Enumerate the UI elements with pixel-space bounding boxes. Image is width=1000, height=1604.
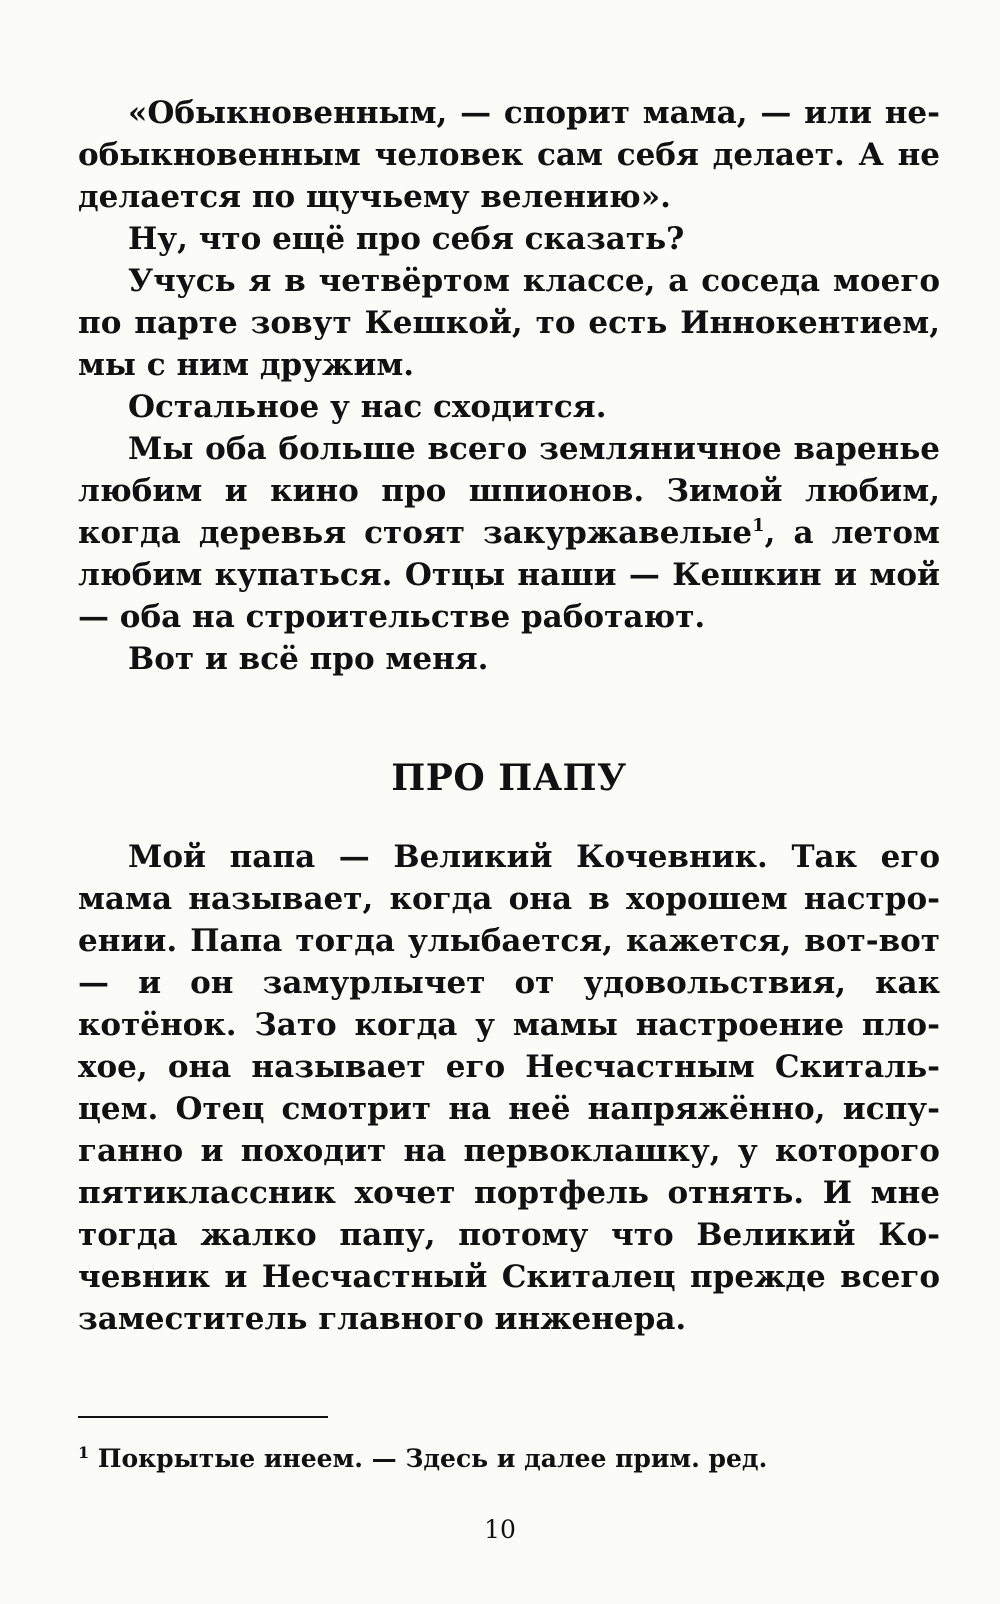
footnote-divider	[78, 1416, 328, 1418]
paragraph-papa: Мой папа — Великий Кочевник. Так его мама называет, когда она в хорошем настроении. Папа тогда улыбается, кажется, вот-вот — и он замурлычет от удовольствия, как котёнок. Зато когда у мамы настроение плохое, она называет его Несчастным Скитальцем. Отец смотрит на неё напряжённо, испуганно и походит на первоклашку, у которого пятиклассник хочет портфель отнять. И мне тогда жалко папу, потому что Великий Кочевник и Несчастный Скиталец прежде всего заместитель главного инженера.	[78, 839, 940, 1337]
paragraph-common: Остальное у нас сходится.	[128, 389, 607, 425]
footnote-reference: 1	[752, 515, 765, 536]
paragraph-question: Ну, что ещё про себя сказать?	[128, 221, 685, 257]
footnote-text: Покрытые инеем. — Здесь и далее прим. ред.	[89, 1444, 768, 1473]
page-number: 10	[484, 1515, 516, 1544]
footnote	[78, 1442, 940, 1476]
paragraph-likes-part2: , а летом любим купаться. Отцы наши — Кешкин и мой — оба на строительстве работают.	[78, 515, 940, 635]
footnote-marker: 1	[78, 1443, 90, 1462]
footnote-area	[78, 1416, 940, 1476]
paragraph-likes-part1: Мы оба больше всего земляничное варенье любим и кино про шпионов. Зимой любим, когда деревья стоят закуржавелые	[78, 431, 940, 551]
paragraph-mama-quote: «Обыкновенным, — спорит мама, — или необыкновенным человек сам себя делает. А не делается по щучьему велению».	[78, 95, 940, 215]
section-heading: ПРО ПАПУ	[391, 757, 627, 799]
page-body	[78, 92, 940, 1340]
paragraph-likes	[78, 428, 940, 638]
paragraph-school: Учусь я в четвёртом классе, а соседа моего по парте зовут Кешкой, то есть Иннокентием, мы с ним дружим.	[78, 263, 940, 383]
paragraph-closing: Вот и всё про меня.	[128, 641, 489, 677]
